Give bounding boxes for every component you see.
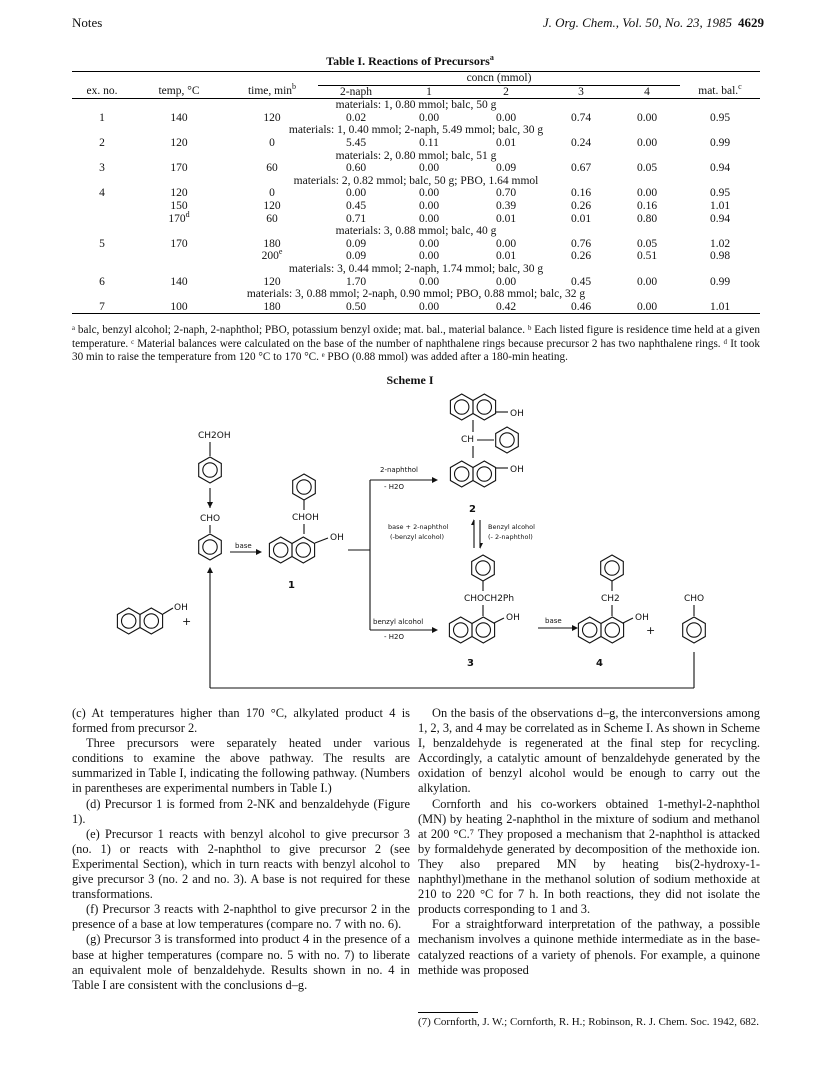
cell-value: 100 [170, 300, 188, 313]
cell-bal [680, 137, 760, 150]
cell-p1 [394, 112, 464, 125]
table-title [0, 54, 820, 69]
cell-p1 [394, 301, 464, 314]
cell-value: 1.01 [709, 300, 731, 313]
cell-value: 0.00 [636, 111, 658, 124]
cell-value: 0.00 [418, 199, 440, 212]
cell-value: 0.16 [636, 199, 658, 212]
materials-row [72, 99, 760, 112]
cell-value: 4 [99, 187, 105, 200]
base-label-1: base [235, 542, 252, 550]
materials-text: materials: 3, 0.44 mmol; 2-naph, 1.74 mmol; balc, 30 g [288, 262, 544, 275]
cell-value: 180 [263, 300, 281, 313]
cell-ex [72, 276, 132, 289]
cell-p4 [614, 200, 680, 213]
plus-sign-1: + [182, 615, 192, 628]
cell-value: 7 [99, 300, 105, 313]
cell-value: 0.60 [345, 162, 367, 175]
body-right-column [418, 706, 760, 978]
para-mechanism: For a straightforward interpretation of the pathway, a possible mechanism involves a quinone methide intermediate as in the base-catalyzed reactions of a variety of phenols. For example, a quinone methide was proposed [418, 917, 760, 977]
cell-value: 0.70 [495, 187, 517, 200]
cell-temp [132, 250, 226, 263]
materials-row [72, 225, 760, 238]
cell-value: 0.99 [709, 275, 731, 288]
cell-value: 170 [170, 162, 188, 175]
para-d: (d) Precursor 1 is formed from 2-NK and benzaldehyde (Figure 1). [72, 796, 410, 826]
cell-value: 0.51 [636, 250, 658, 263]
cell-p1 [394, 187, 464, 200]
cell-value: 0.26 [570, 199, 592, 212]
cell-p1 [394, 137, 464, 150]
cell-value: 120 [263, 275, 281, 288]
cell-naph [318, 238, 394, 251]
table-row [72, 301, 760, 314]
cell-bal [680, 238, 760, 251]
cell-value: 1.01 [709, 199, 731, 212]
cell-value: 0.74 [570, 111, 592, 124]
para-c: (c) At temperatures higher than 170 °C, alkylated product 4 is formed from precursor 2. [72, 706, 410, 736]
materials-row [72, 288, 760, 301]
cell-p4 [614, 213, 680, 226]
cell-p2 [464, 301, 548, 314]
cell-bal [680, 276, 760, 289]
cell-p3 [548, 250, 614, 263]
cell-p4 [614, 301, 680, 314]
cell-value: 0.02 [345, 111, 367, 124]
col-mat-bal-text: mat. bal. [698, 85, 739, 98]
cell-p3 [548, 187, 614, 200]
cell-value: 0.05 [636, 237, 658, 250]
col-time-text: time, min [247, 85, 293, 98]
cell-time [226, 247, 318, 263]
materials-row [72, 124, 760, 137]
cell-value: 0.98 [709, 250, 731, 263]
compound-4-number: 4 [596, 658, 603, 669]
cell-p3 [548, 213, 614, 226]
cell-value: 0.11 [419, 136, 439, 149]
cell-p1 [394, 213, 464, 226]
eq-right-label-2: (- 2-naphthol) [488, 533, 533, 541]
table-title-mark: a [489, 53, 494, 62]
cell-value: 0.00 [636, 275, 658, 288]
cell-ex [72, 162, 132, 175]
cell-value: 2 [99, 136, 105, 149]
cell-p1 [394, 250, 464, 263]
eq-left-label-2: (-benzyl alcohol) [390, 533, 445, 541]
cell-value: 0.00 [345, 187, 367, 200]
cell-value: 0.26 [570, 250, 592, 263]
cell-time [226, 213, 318, 226]
cell-value: 0.50 [345, 300, 367, 313]
cell-value: 0.00 [495, 275, 517, 288]
cell-p3 [548, 276, 614, 289]
running-head-journal [543, 15, 764, 31]
cell-value: 0.80 [636, 212, 658, 225]
materials-row [72, 263, 760, 276]
materials-row [72, 175, 760, 188]
chroch2ph-label: CHOCH2Ph [464, 594, 515, 604]
cell-bal [680, 200, 760, 213]
col-3: 3 [548, 85, 614, 99]
cell-value: 170 [170, 237, 188, 250]
para-e: (e) Precursor 1 reacts with benzyl alcohol to give precursor 3 (no. 1) or reacts with 2-naphthol to give precursor 2 (see Experimental Section), which in turn reacts with benzyl alcohol to give precursor 3 (no. 2 and no. 3). A base is not required for these transformations. [72, 826, 410, 902]
cell-value: 5.45 [345, 136, 367, 149]
cell-p4 [614, 250, 680, 263]
col-2: 2 [464, 85, 548, 99]
table-row [72, 238, 760, 251]
eq-right-label-1: Benzyl alcohol [488, 523, 535, 531]
concn-group-header: concn (mmol) [318, 72, 680, 86]
materials-row [72, 150, 760, 163]
naphthol-structure [117, 608, 173, 634]
cell-value: 60 [266, 212, 278, 225]
cell-value: 0.00 [418, 275, 440, 288]
cell-temp [132, 200, 226, 213]
cell-value: 0.16 [570, 187, 592, 200]
cell-bal [680, 112, 760, 125]
cell-p3 [548, 200, 614, 213]
col-time [226, 82, 318, 99]
precursor2-oh-label: OH [510, 465, 524, 475]
cell-value: 0.00 [418, 300, 440, 313]
cell-ex [72, 301, 132, 314]
cell-value: 0.24 [570, 136, 592, 149]
cell-value: 0.01 [495, 136, 517, 149]
para-g: (g) Precursor 3 is transformed into product 4 in the presence of a base at higher temperatures (compare no. 5 with no. 7) to liberate an equivalent mole of benzaldehyde. Results shown in no. 4 in Table I are consistent with the conclusions d–g. [72, 932, 410, 992]
reaction-scheme [80, 388, 740, 698]
results-table [72, 71, 760, 314]
cell-p1 [394, 238, 464, 251]
cell-value: 60 [266, 162, 278, 175]
cell-time [226, 238, 318, 251]
cell-naph [318, 187, 394, 200]
cell-value: 0.09 [345, 237, 367, 250]
cell-naph [318, 112, 394, 125]
cell-time [226, 162, 318, 175]
table-row [72, 187, 760, 200]
cell-p1 [394, 276, 464, 289]
cell-value: 0.99 [709, 136, 731, 149]
cell-value: 0.09 [345, 250, 367, 263]
col-1: 1 [394, 85, 464, 99]
choh-label: CHOH [292, 513, 319, 523]
cell-value: 0.01 [495, 212, 517, 225]
col-ex-no: ex. no. [72, 85, 132, 99]
cell-value: 0.45 [345, 199, 367, 212]
cell-value: 5 [99, 237, 105, 250]
cell-p3 [548, 137, 614, 150]
reference-rule [418, 1012, 478, 1013]
cell-value: 0.00 [418, 162, 440, 175]
table-row [72, 112, 760, 125]
col-4: 4 [614, 85, 680, 99]
cell-footnote-mark: d [185, 209, 190, 219]
reference-7: (7) Cornforth, J. W.; Cornforth, R. H.; Robinson, R. J. Chem. Soc. 1942, 682. [418, 1016, 760, 1028]
cell-time [226, 200, 318, 213]
cell-value: 0.00 [418, 187, 440, 200]
cell-time [226, 276, 318, 289]
cell-naph [318, 301, 394, 314]
cell-value: 0.71 [345, 212, 367, 225]
base-label-2: base [545, 617, 562, 625]
col-mat-bal [680, 82, 760, 99]
cell-value: 3 [99, 162, 105, 175]
cell-value: 1.02 [709, 237, 731, 250]
cell-value: 0.94 [709, 212, 731, 225]
cell-value: 0.46 [570, 300, 592, 313]
page-number: 4629 [738, 15, 764, 30]
benzyl-alcohol-reagent-label: benzyl alcohol [373, 618, 424, 626]
ch-label: CH [461, 435, 475, 445]
cell-p2 [464, 162, 548, 175]
cell-value: 0.00 [636, 187, 658, 200]
table-row [72, 250, 760, 263]
cell-p2 [464, 187, 548, 200]
precursor1-oh-label: OH [330, 533, 344, 543]
cell-p4 [614, 162, 680, 175]
cell-value: 0.01 [570, 212, 592, 225]
cell-ex [72, 250, 132, 263]
cell-naph [318, 162, 394, 175]
cell-value: 0.00 [418, 212, 440, 225]
minus-h2o-label-2: - H2O [384, 633, 404, 641]
para-cornforth: Cornforth and his co-workers obtained 1-methyl-2-naphthol (MN) by heating 2-naphthol in the mixture of sodium and methanol at 200 °C.⁷ They proposed a mechanism that 2-naphthol is attacked by formaldehyde generated by decomposition of the methoxide ion. They also prepared MN by heating bis(2-hydroxy-1-naphthyl)methane in the methanol solution of sodium methoxide at 210 to 220 °C for 7 h. In both reactions, they did not isolate the products corresponding to 1 and 3. [418, 796, 760, 917]
cell-naph [318, 200, 394, 213]
cell-ex [72, 137, 132, 150]
cell-value: 150 [170, 199, 188, 212]
cell-footnote-mark: e [278, 247, 283, 257]
cell-value: 0 [269, 187, 275, 200]
cell-ex [72, 238, 132, 251]
cell-p4 [614, 112, 680, 125]
col-mat-bal-mark: c [738, 82, 742, 92]
col-time-mark: b [292, 82, 297, 92]
ch2oh-label: CH2OH [198, 431, 231, 441]
naphthol-oh-label: OH [174, 603, 188, 613]
cell-p2 [464, 112, 548, 125]
compound-1-number: 1 [288, 580, 295, 591]
scheme-title: Scheme I [386, 373, 434, 387]
plus-sign-2: + [646, 624, 656, 637]
cell-value: 120 [263, 199, 281, 212]
eq-left-label-1: base + 2-naphthol [388, 523, 449, 531]
cell-time [226, 187, 318, 200]
cell-p2 [464, 276, 548, 289]
para-interconversion: On the basis of the observations d–g, the interconversions among 1, 2, 3, and 4 may be correlated as in Scheme I. As shown in Scheme I, benzaldehyde is regenerated at the final step for recycling. Accordingly, a catalytic amount of benzaldehyde generated by the oxidation of benzyl alcohol would be enough to carry out the alkylation. [418, 706, 760, 796]
cell-naph [318, 137, 394, 150]
cell-bal [680, 187, 760, 200]
cell-value: 0.00 [636, 136, 658, 149]
cell-value: 120 [170, 187, 188, 200]
ch2-label: CH2 [601, 594, 620, 604]
table-row [72, 213, 760, 226]
cho-label-2: CHO [684, 594, 705, 604]
table-row [72, 200, 760, 213]
cell-p4 [614, 137, 680, 150]
cell-value: 0.39 [495, 199, 517, 212]
cell-value: 0.95 [709, 187, 731, 200]
cell-p3 [548, 112, 614, 125]
cell-p1 [394, 162, 464, 175]
cell-value: 120 [263, 111, 281, 124]
cho-label-1: CHO [200, 514, 221, 524]
journal-citation: J. Org. Chem., Vol. 50, No. 23, 1985 [542, 15, 732, 30]
table-row [72, 137, 760, 150]
table-body [72, 99, 760, 314]
para-f: (f) Precursor 3 reacts with 2-naphthol to give precursor 2 in the presence of a base at low temperatures (compare no. 7 with no. 6). [72, 902, 410, 932]
cell-value: 200 [261, 250, 279, 263]
precursor3-oh-label: OH [506, 613, 520, 623]
cell-p4 [614, 276, 680, 289]
cell-value: 180 [263, 237, 281, 250]
cell-value: 0.00 [495, 237, 517, 250]
cell-time [226, 112, 318, 125]
minus-h2o-label-1: - H2O [384, 483, 404, 491]
cell-value: 170 [168, 212, 186, 225]
cell-temp [132, 137, 226, 150]
cell-naph [318, 250, 394, 263]
materials-text: materials: 1, 0.80 mmol; balc, 50 g [335, 99, 497, 112]
table-footnote: ᵃ balc, benzyl alcohol; 2-naph, 2-naphthol; PBO, potassium benzyl oxide; mat. bal., material balance. ᵇ Each listed figure is residence time held at a given temperature. ᶜ Material balances were calculated on the base of the number of naphthalene rings because precursor 2 has two naphthalene rings. ᵈ It took 30 min to raise the temperature from 120 °C to 170 °C. ᵉ PBO (0.88 mmol) was added after a 180-min heating. [72, 324, 760, 363]
cell-p3 [548, 301, 614, 314]
materials-text: materials: 2, 0.80 mmol; balc, 51 g [335, 149, 497, 162]
cell-ex [72, 187, 132, 200]
cell-time [226, 301, 318, 314]
naphthol-reagent-label: 2-naphthol [380, 466, 418, 474]
cell-temp [132, 112, 226, 125]
cell-p3 [548, 238, 614, 251]
product4-oh-label: OH [635, 613, 649, 623]
cell-p2 [464, 250, 548, 263]
cell-value: 6 [99, 275, 105, 288]
cell-value: 0.05 [636, 162, 658, 175]
cell-time [226, 137, 318, 150]
cell-p1 [394, 200, 464, 213]
cell-p4 [614, 238, 680, 251]
materials-text: materials: 3, 0.88 mmol; 2-naph, 0.90 mmol; PBO, 0.88 mmol; balc, 32 g [246, 288, 586, 301]
cell-value: 0.95 [709, 111, 731, 124]
cell-naph [318, 213, 394, 226]
cell-p3 [548, 162, 614, 175]
cell-p2 [464, 137, 548, 150]
cell-value: 140 [170, 111, 188, 124]
cell-value: 120 [170, 136, 188, 149]
compound-3-number: 3 [467, 658, 474, 669]
cell-value: 0.00 [418, 237, 440, 250]
table-row [72, 276, 760, 289]
table-title-text: Table I. Reactions of Precursors [326, 54, 490, 68]
cell-bal [680, 162, 760, 175]
cell-bal [680, 213, 760, 226]
cell-temp [132, 238, 226, 251]
compound-2-number: 2 [469, 504, 476, 515]
cell-p2 [464, 213, 548, 226]
cell-value: 0.42 [495, 300, 517, 313]
col-2-naph: 2-naph [318, 85, 394, 99]
cell-value: 0.00 [418, 111, 440, 124]
cell-naph [318, 276, 394, 289]
cell-p4 [614, 187, 680, 200]
cell-temp [132, 301, 226, 314]
cell-temp [132, 162, 226, 175]
materials-text: materials: 3, 0.88 mmol; balc, 40 g [335, 225, 497, 238]
col-temp: temp, °C [132, 85, 226, 99]
cell-bal [680, 250, 760, 263]
materials-text: materials: 2, 0.82 mmol; balc, 50 g; PBO, 1.64 mmol [293, 174, 539, 187]
cell-temp [132, 187, 226, 200]
cell-value: 1.70 [345, 275, 367, 288]
cell-value: 0.00 [495, 111, 517, 124]
cell-value: 0.01 [495, 250, 517, 263]
materials-text: materials: 1, 0.40 mmol; 2-naph, 5.49 mmol; balc, 30 g [288, 124, 544, 137]
cell-value: 0.67 [570, 162, 592, 175]
cell-bal [680, 301, 760, 314]
cell-value: 0.76 [570, 237, 592, 250]
cell-value: 0 [269, 136, 275, 149]
precursor2-top-oh-label: OH [510, 409, 524, 419]
cell-temp [132, 209, 226, 226]
cell-temp [132, 276, 226, 289]
table-row [72, 162, 760, 175]
cell-ex [72, 213, 132, 226]
cell-value: 140 [170, 275, 188, 288]
cell-value: 0.45 [570, 275, 592, 288]
cell-value: 0.00 [418, 250, 440, 263]
cell-value: 0.00 [636, 300, 658, 313]
running-head-section: Notes [72, 15, 103, 30]
cell-value: 0.94 [709, 162, 731, 175]
cell-p2 [464, 238, 548, 251]
cell-value: 0.09 [495, 162, 517, 175]
cell-value: 1 [99, 111, 105, 124]
cell-ex [72, 200, 132, 213]
para-summary: Three precursors were separately heated under various conditions to examine the above pathway. The results are summarized in Table I, indicating the following pathway. (Numbers in parentheses are experimental numbers in Table I.) [72, 736, 410, 796]
cell-p2 [464, 200, 548, 213]
cell-ex [72, 112, 132, 125]
body-left-column [72, 706, 410, 993]
